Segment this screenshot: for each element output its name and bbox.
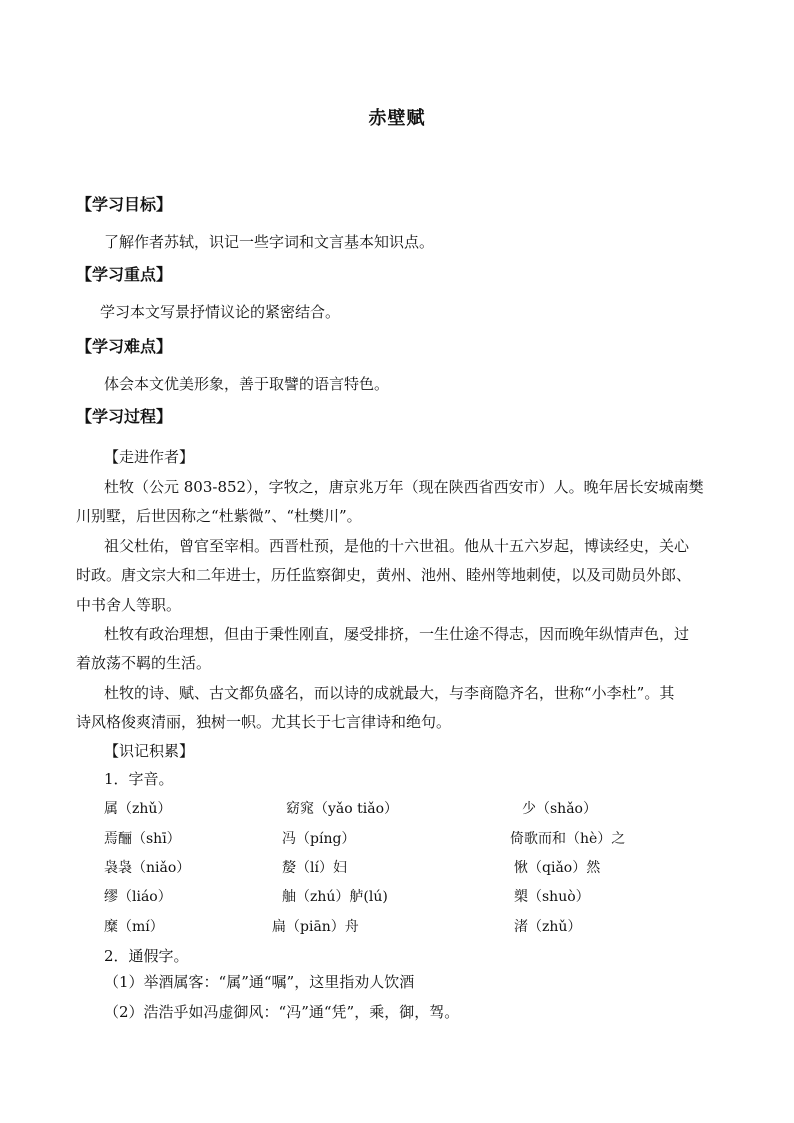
heading-goals: 【学习目标】 (76, 195, 173, 214)
heading-difficulty: 【学习难点】 (76, 337, 173, 356)
pron-r3-c3: 愀（qiǎo）然 (514, 860, 601, 876)
heading-process: 【学习过程】 (76, 407, 173, 426)
pron-r4-c1: 缪（liáo） (104, 889, 172, 905)
pron-r1-c3: 少（shǎo） (522, 801, 597, 817)
page-title: 赤壁赋 (368, 108, 426, 129)
author-p2-line3: 中书舍人等职。 (76, 596, 182, 614)
author-p1-line2: 川别墅，后世因称之“杜紫微”、“杜樊川”。 (76, 507, 362, 525)
pron-r2-c2: 冯（píng） (282, 831, 356, 847)
pron-r3-c2: 嫠（lí）妇 (282, 860, 347, 876)
author-p3-line2: 着放荡不羁的生活。 (76, 654, 212, 672)
author-p1-line1: 杜牧（公元 803-852），字牧之，唐京兆万年（现在陕西省西安市）人。晚年居长安城南樊 (104, 478, 704, 496)
author-heading: 【走进作者】 (104, 448, 195, 466)
pron-r2-c3: 倚歌而和（hè）之 (510, 831, 626, 847)
accumulate-item1: 1．字音。 (104, 770, 174, 788)
author-p2-line1: 祖父杜佑，曾官至宰相。西晋杜预，是他的十六世祖。他从十五六岁起，博读经史，关心 (104, 537, 690, 555)
difficulty-text: 体会本文优美形象，善于取譬的语言特色。 (104, 375, 390, 393)
goals-text: 了解作者苏轼，识记一些字词和文言基本知识点。 (104, 233, 435, 251)
tongjia-1: （1）举酒属客：“属”通“嘱”，这里指劝人饮酒 (104, 973, 415, 991)
tongjia-2: （2）浩浩乎如冯虚御风：“冯”通“凭”，乘，御，驾。 (104, 1003, 460, 1021)
author-p4-line1: 杜牧的诗、赋、古文都负盛名，而以诗的成就最大，与李商隐齐名，世称“小李杜”。其 (104, 684, 675, 702)
heading-focus: 【学习重点】 (76, 265, 173, 284)
author-p3-line1: 杜牧有政治理想，但由于秉性刚直，屡受排挤，一生仕途不得志，因而晚年纵情声色，过 (104, 625, 690, 643)
pron-r4-c3: 槊（shuò） (514, 889, 590, 905)
author-p2-line2: 时政。唐文宗大和二年进士，历任监察御史，黄州、池州、睦州等地刺使，以及司勋员外郎、 (76, 566, 692, 584)
focus-text: 学习本文写景抒情议论的紧密结合。 (100, 303, 341, 321)
accumulate-item2: 2．通假字。 (104, 947, 189, 965)
pron-r5-c3: 渚（zhǔ） (514, 919, 582, 935)
pron-r5-c2: 扁（piān）舟 (272, 919, 359, 935)
pron-r1-c1: 属（zhǔ） (104, 801, 172, 817)
accumulate-heading: 【识记积累】 (104, 742, 195, 760)
author-p4-line2: 诗风格俊爽清丽，独树一帜。尤其长于七言律诗和绝句。 (76, 713, 452, 731)
pron-r4-c2: 舳（zhú）舻(lú) (282, 889, 388, 905)
pron-r3-c1: 袅袅（niǎo） (104, 860, 191, 876)
pron-r1-c2: 窈窕（yǎo tiǎo） (286, 801, 399, 817)
pron-r2-c1: 焉酾（shī） (104, 831, 181, 847)
pron-r5-c1: 糜（mí） (104, 919, 164, 935)
